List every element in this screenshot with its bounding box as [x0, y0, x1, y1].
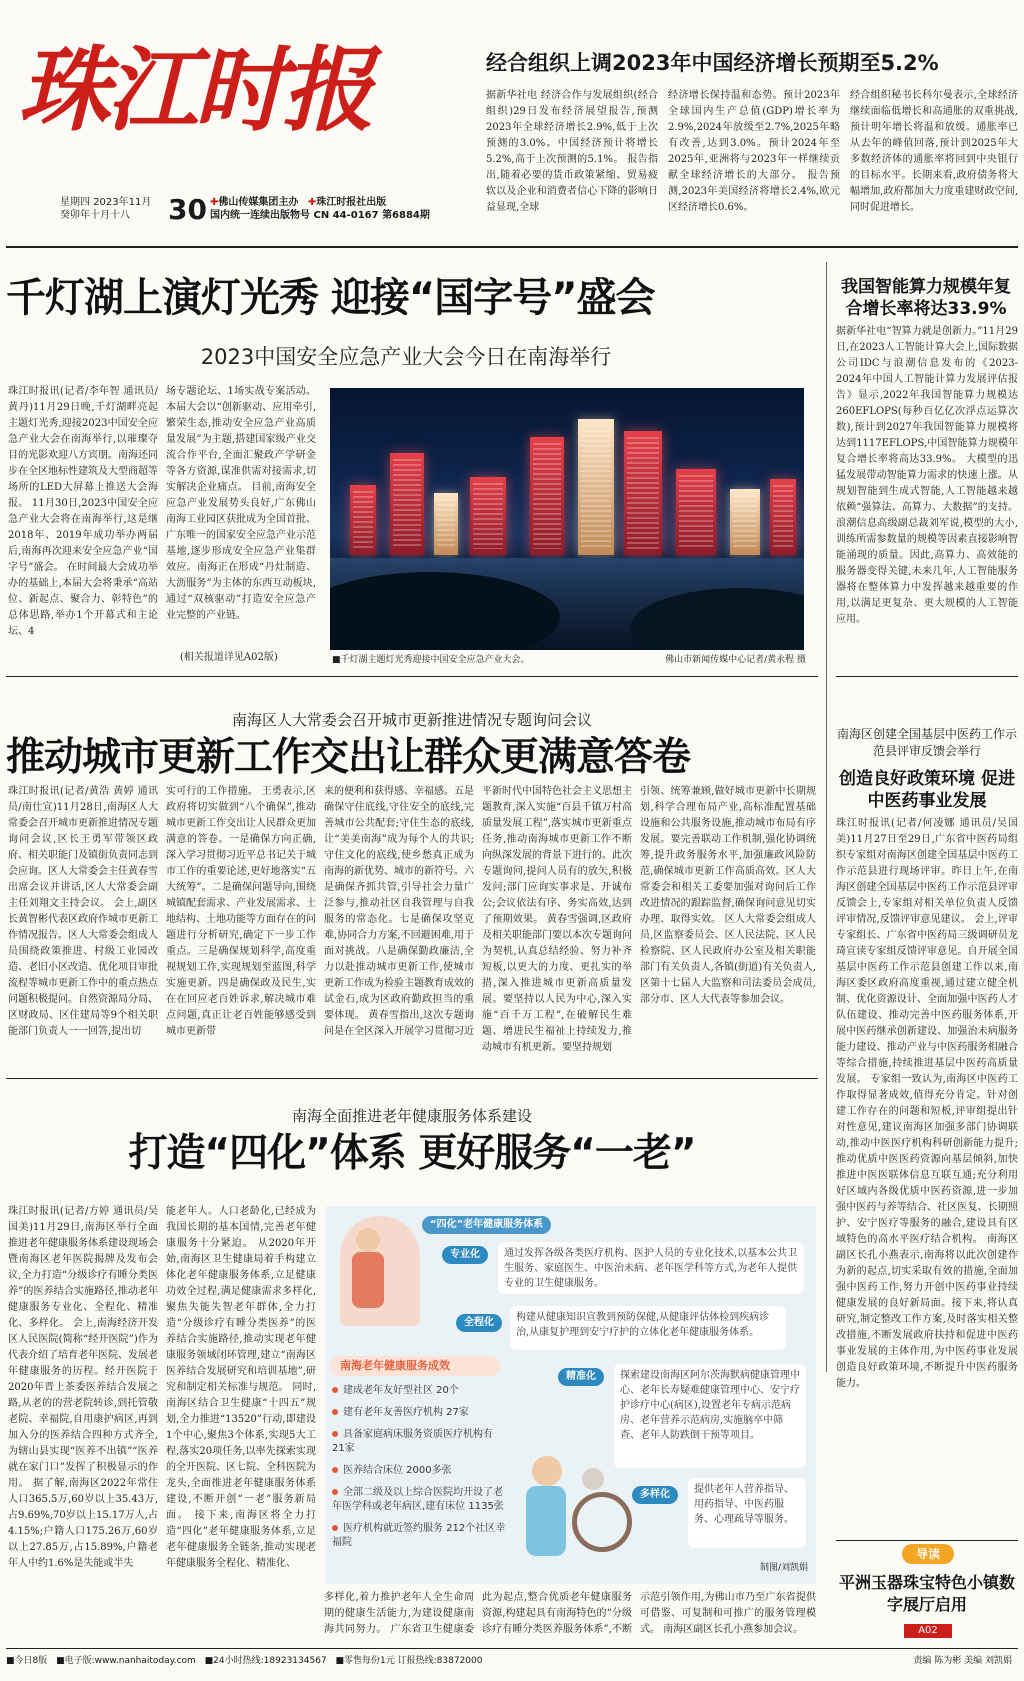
building-illumination: [578, 419, 614, 555]
nurse-figure: [526, 1486, 566, 1556]
achievements-list: [332, 1384, 508, 1560]
tag-specialized: 专业化: [442, 1246, 488, 1264]
issue-number: 第6884期: [382, 210, 430, 221]
masthead-publisher: [210, 196, 430, 222]
elderly-col2: 能老年人。人口老龄化,已经成为我国长期的基本国情,完善老年健康服务十分紧迫。 从2020年开始,南海区卫生健康局着手构建立体化老年健康服务体系,立足健康功效全过程,满足健康需求多样化,聚焦失能失智老年群体,全力打造“分级诊疗有睡分类医养”的医养结合实施路径,推动实现老年健康服务领域闭环管理,建立“南海区医养结合发展研究和培训基地”,研究和制定相关标准与规范。 同时,南海区结合卫生健康“十四五”规划,全力推进“13520”行动,即建设1个中心,聚焦3个体系,实现5大工程,落实20项任务,以率先探索实现的全开医院、区七院、全科医院为龙头,全面推进老年健康服务体系建设,不断开创“一老”服务新局面。 接下来,南海区将全力打造“四化”老年健康服务体系,立足老年健康服务全链条,推动实现老年健康服务全程化、精准化、: [166, 1206, 316, 1569]
caregiver-figure: [352, 1252, 384, 1308]
urban-col1: 珠江时报讯(记者/黄浩 黄婷 通讯员/南仕宣)11月28日,南海区人大常委会召开城市更新推进情况专题询问会议,区长王勇军带领区政府、相关职能门及镇街负责同志到会应询。区人大常委会主任黄春雪出席会议并讲话,区人大常委会副主任刘翔文主持会议。 会上,副区长黄智彬代表区政府作城市更新工作情况报告。区人大常委会组成人员围绕政策推进、村级工业园改造、老旧小区改造、优化项目审批流程等城市更新工作中的重点热点问题积极提问。自然资源局分局、区财政局、区住建局等9个相关职能部门负责人一一回答,提出切: [8, 786, 158, 1037]
publisher-icon: ✚: [307, 197, 317, 208]
issue-date: 2023年11月: [93, 197, 152, 208]
urban-col2: 实可行的工作措施。 王勇表示,区政府将切实做到“八个确保”,推动城市更新工作交出让人民群众更加满意的答卷。一是确保方向正确,深入学习贯彻习近平总书记关于城市工作的重要论述,更好地落实“五大统筹”。二是确保问题导向,围绕城镇配套需求、产业发展需求、土地结构、土地功能等方面存在的问题进行分析研究,确定下一步工作重点。三是确保规划科学,高度重视规划工作,实现规划至蓝图,科学实施更新。四是确保政及民生,实在在回应老百姓诉求,解决城市难点问题,真正让老百姓能够感受到城市更新带: [166, 786, 316, 1037]
achievement-item: 建成老年友好型社区 20个: [332, 1384, 508, 1398]
achievement-item: 医疗机构就近签约服务 212个社区幸福院: [332, 1523, 506, 1548]
elderly-col5: 示范引领作用,为佛山市乃至广东省提供可借鉴、可复制和可推广的服务管理模式。 南海区副区长孔小燕参加会议。: [640, 1592, 816, 1635]
elderly-col1: 珠江时报讯(记者/方婷 通讯员/吴国美)11月29日,南海区举行全面推进老年健康服务体系建设现场会暨南海区老年医院揭牌及发布会议,全力打造“分级诊疗有睡分类医养”的医养结合实施路径,推动老年健康服务专业化、全程化、精准化、多样化。 会上,南海经济开发区人民医院(简称“经开医院”)作为代表介绍了培育老年医院、发展老年健康服务的历程。经开医院于2020年晋上茶委医养结合发展之路,从老的的营老院转诊,到托管敬老院、幸福院,自用康护病区,再到加入分的医养结合四种方式齐全,为辖山县实现“医养不出镇”“医养就在家门口”发挥了积极显示的作用。 据了解,南海区2022年常住人口365.5万,60岁以上35.43万,占9.69%,70岁以上15.17万人,占4.15%;户籍人口175.26万,60岁以上27.85万,占15.89%,户籍老年人中约1.6%是失能或半失: [8, 1206, 158, 1569]
building-illumination: [530, 437, 564, 555]
footer-hotline: ■24小时热线:18923134567: [204, 1656, 327, 1666]
sidebar-divider: [826, 262, 827, 1372]
section-divider: [6, 676, 818, 677]
achievement-item: 具备家庭病床服务资质医疗机构有 21家: [332, 1429, 493, 1454]
issn: CN 44-0167: [313, 210, 379, 221]
precise-text: 探索建设南海区阿尔茨海默病健康管理中心、老年长寿疑难健康管理中心、安宁疗护诊疗中心(病区),设置老年专病示范病房、老年营养示范病房,实施脑卒中筛查、老年人防跌倒干预等项目。: [614, 1364, 806, 1468]
achievement-item: 建有老年友善医疗机构 27家: [332, 1406, 508, 1420]
top-news-col1: 据新华社电 经济合作与发展组织(经合组织)29日发布经济展望报告,预测2023年全球经济增长2.9%,低于上次预测的3.0%。中国经济预计将增长5.2%,高于上次预测的5.1%。 报告指出,随着必要的货币政策紧缩、贸易疲软以及企业和消费者信心下降的影响日益显现,全球: [486, 90, 658, 213]
top-news-col2: 经济增长保持温和态势。预计2023年全球国内生产总值(GDP)增长率为2.9%,2024年放缓至2.7%,2025年略有改善,达到3.0%。预计2024年至2025年,亚洲将与2023年一样继续贡献全球经济增长的大部分。 报告预测,2023年美国经济将增长2.4%,欧元区经济增长0.6%。: [668, 90, 840, 213]
lead-headline: 千灯湖上演灯光秀 迎接“国字号”盛会: [6, 275, 655, 321]
guide-page-link[interactable]: A02: [904, 1624, 952, 1638]
building-illumination: [470, 477, 506, 555]
urban-col4: 平新时代中国特色社会主义思想主题教育,深入实施“百县千镇万村高质量发展工程”,落实城市更新重点任务,推动南海城市更新工作不断向纵深发展的背景下进行的。此次专题询问,提问人员有的放矢,积极发问;部门应询实事求是、开诚布公;会议依法有序、务实高效,达到了预期效果。 黄春雪强调,区政府及相关职能部门要以本次专题询问为契机,认真总结经验、努力补齐短板,以更大的力度、更扎实的举措,深入推进城市更新高质量发展。要坚持以人民为中心,深入实施“百千万工程”,在破解民生难题、增进民生福祉上持续发力,推动城市有机更新。要坚持规划: [482, 786, 632, 1053]
tag-diversified: 多样化: [632, 1486, 678, 1504]
photo-credit: 佛山市新闻传媒中心记者/黄永程 摄: [665, 655, 806, 665]
building-illumination: [390, 453, 424, 555]
infographic-title: “四化”老年健康服务体系: [422, 1216, 551, 1234]
lead-see-also: (相关报道详见A02版): [180, 652, 278, 663]
sidebar-divider-2: [836, 676, 1018, 677]
masthead-weekday-date: [60, 196, 151, 222]
elderly-headline: 打造“四化”体系 更好服务“一老”: [128, 1131, 696, 1176]
building-illumination: [730, 489, 760, 555]
sponsor: 佛山传媒集团主办: [218, 197, 299, 208]
footer: [6, 1654, 1018, 1670]
section-divider-2: [6, 1078, 818, 1079]
guide-label: 导读: [902, 1544, 954, 1564]
lunar-date: 癸卯年十月十八: [60, 210, 130, 221]
elderly-kicker: 南海全面推进老年健康服务体系建设: [291, 1107, 532, 1125]
wheelchair-icon: [572, 1492, 632, 1552]
elderly-col4: 此为起点,整合优质老年健康服务资源,构建起具有南海特色的“分级诊疗有睡分类医养服务体系”,不断: [482, 1592, 632, 1635]
sidebar-tcm-headline: 创造良好政策环境 促进中医药事业发展: [839, 769, 1015, 811]
weekday: 星期四: [60, 197, 90, 208]
publisher: 珠江时报社出版: [316, 197, 387, 208]
elderly-col3: 多样化,着力推护老年人全生命周期的健康生活能力,为建设健康南海共同努力。 广东省卫生健康委: [324, 1592, 474, 1635]
urban-kicker: 南海区人大常委会召开城市更新推进情况专题询问会议: [231, 711, 592, 729]
top-news-col3: 经合组织秘书长科尔曼表示,全球经济继续面临低增长和高通胀的双重挑战,预计明年增长将温和放缓。通胀率已从去年的峰值回落,预计到2025年大多数经济体的通胀率将回到中央银行的目标水平。长期来看,政府债务将大幅增加,政府都加大力度重建财政空间,同时促进增长。: [850, 90, 1018, 213]
guide-divider: [836, 1540, 1018, 1541]
photo-caption: ■千灯湖主题灯光秀迎接中国安全应急产业大会。: [332, 655, 530, 665]
building-illumination: [350, 485, 376, 555]
specialized-text: 通过发挥各级各类医疗机构、医护人员的专业化技术,以基本公共卫生服务、家庭医生、中医治未病、老年医学科等方式,为老年人提供专业的卫生健康服务。: [498, 1242, 804, 1294]
caregiver-figure: [356, 1228, 380, 1252]
masthead-divider: [6, 246, 1018, 248]
footer-divider: [6, 1648, 1018, 1649]
building-illumination: [434, 493, 458, 555]
top-news-headline: 经合组织上调2023年中国经济增长预期至5.2%: [486, 51, 939, 75]
diversified-text: 提供老年人营养指导、用药指导、中医药服务、心理疏导等服务。: [688, 1478, 806, 1548]
achievement-item: 全部二级及以上综合医院均开设了老年医学科或老年病区,建有床位 1135张: [332, 1487, 504, 1512]
sidebar-tcm-kicker: 南海区创建全国基层中医药工作示范县评审反馈会举行: [836, 727, 1017, 758]
footer-price: ■零售每份1元 订报热线:83872000: [335, 1656, 483, 1666]
infographic-credit: 制图/刘凯娟: [759, 1563, 808, 1573]
lead-col2: 场专题论坛、1场实战专案活动。 本届大会以“创新驱动、应用牵引,繁荣生态,推动安全应急产业高质量发展”为主题,搭建国家级产业交流合作平台,全面汇聚政产学研金等各方资源,谋准供需对接需求,切实解决企业痛点。 目前,南海安全应急产业发展势头良好,广东佛山南海工业园区获批成为全国首批、广东唯一的国家安全应急产业示范基地,逐步形成安全应急产业集群效应。南海正在形成“丹灶制造、大沥服务”为主体的东西互动板块,通过“双核驱动”打造安全应急产业完整的产业链。: [166, 386, 316, 621]
sidebar-ai-body: 据新华社电“智算力就是创新力。”11月29日,在2023人工智能计算大会上,国际数据公司IDC与浪潮信息发布的《2023-2024年中国人工智能计算力发展评估报告》显示,2022年我国智能算力规模达260EFLOPS(每秒百亿亿次浮点运算次数),预计到2027年我国智能算力规模将达到1117EFLOPS,中国智能算力规模年复合增长率将高达33.9%。 大模型的迅猛发展带动智能算力需求的快速上涨。从规划智能到生成式智能,人工智能越来越依赖“强算法、高算力、大数据”的支持。 浪潮信息高级副总裁刘军说,模型的大小,训练所需参数量的规模等因素直接影响智能涌现的质量。因此,高算力、高效能的服务器变得关键,未来几年,人工智能服务器将在整体算力中发挥越来越重要的作用,以满足更复杂、更大规模的人工智能应用。: [836, 326, 1018, 625]
footer-website[interactable]: ■电子版:www.nanhaitoday.com: [56, 1656, 196, 1666]
sidebar-ai-headline: 我国智能算力规模年复合增长率将达33.9%: [841, 277, 1011, 319]
light-show-photo: [330, 388, 804, 650]
tag-full-process: 全程化: [456, 1314, 502, 1332]
footer-pages: ■今日8版: [6, 1656, 48, 1666]
footer-editor: 责编 陈为彬 美编 刘凯娟: [913, 1656, 1012, 1666]
urban-headline: 推动城市更新工作交出让群众更满意答卷: [6, 735, 691, 780]
urban-col3: 来的便利和获得感、幸福感。五是确保守住底线,守住安全的底线,完善城市公共配套;守住生态的底线,让“美美南海”成为每个人的共识;守住文化的底线,使乡愁真正成为南海的新优势、城市的新符号。六是确保齐抓共管,引导社会力量广泛参与,推动社区自我管理与自我服务的常态化。七是确保攻坚克难,协同合力方案,不回避困难,用于面对挑战。八是确保勤政廉洁,全力以赴推动城市更新工作,使城市更新工作成为检验主题教育成效的试金石,成为区政府勤政担当的重要体现。 黄春雪指出,这次专题询问是在全区深入开展学习贯彻习近: [324, 786, 474, 1037]
building-illumination: [676, 469, 716, 555]
nurse-figure: [532, 1456, 562, 1486]
building-illumination: [624, 431, 662, 555]
building-illumination: [770, 479, 796, 555]
lead-subhead: 2023中国安全应急产业大会今日在南海举行: [200, 345, 612, 369]
issue-day: 30: [168, 193, 207, 226]
urban-col5: 引领、统筹兼顾,做好城市更新中长期规划,科学合理布局产业,高标准配置基础设施和公共服务设施,推动城市布局有序发展。要完善联动工作机制,强化协调统筹,提升政务服务水平,加强廉政风险防范,确保城市更新工作高质高效。区人大常委会和相关工委要加强对询问后工作改进情况的跟踪监督,确保询问意见切实办理、取得实效。 区人大常委会组成人员,区监察委员会、区人民法院、区人民检察院、区人民政府办公室及相关职能部门有关负责人,各镇(街道)有关负责人,区第十七届人大监察和司法委员会成员,部分市、区人大代表等参加会议。: [640, 786, 816, 1005]
full-process-text: 构建从健康知识宣教到预防保健,从健康评估体检到疾病诊治,从康复护理到安宁疗护的立体化老年健康服务体系。: [510, 1306, 786, 1350]
issn-label: 国内统一连续出版物号: [210, 210, 310, 221]
achievements-title: 南海老年健康服务成效: [340, 1359, 450, 1372]
elder-figure: [582, 1468, 604, 1490]
elderly-infographic: [326, 1206, 816, 1584]
masthead-logo: 珠江时报: [18, 36, 371, 144]
sponsor-icon: ✚: [210, 197, 219, 208]
lead-col1: 珠江时报讯(记者/李年智 通讯员/黄丹)11月29日晚,千灯湖畔亮起主题灯光秀,迎接2023中国安全应急产业大会在南海举行,以璀璨夺目的光影欢迎八方宾朋。南海还同步在全区地标性建筑及大型商超等场所的LED大屏幕上推送大会海报。 11月30日,2023中国安全应急产业大会将在南海举行,这是继2018年、2019年成功举办两届后,南海再次迎来安全应急产业“国字号”盛会。 在时间最大会成功举办的基础上,本届大会将秉承“高站位、新起点、聚合力、彰特色”的总体思路,举办1个开幕式和主论坛、4: [8, 386, 158, 637]
guide-headline[interactable]: 平洲玉器珠宝特色小镇数字展厅启用: [838, 1573, 1015, 1614]
achievement-item: 医养结合床位 2000多张: [332, 1464, 508, 1478]
tag-precise: 精准化: [558, 1368, 604, 1386]
sidebar-tcm-body: 珠江时报讯(记者/何凌娜 通讯员/吴国美)11月27日至29日,广东省中医药局组织专家组对南海区创建全国基层中医药工作示范县进行现场评审。昨日上午,在南海区创建全国基层中医药工作示范县评审反馈会上,专家组对相关单位负责人反馈评审情况,反馈评审意见建议。 会上,评审专家组长、广东省中医药局三级调研员龙琦宣读专家组反馈评审意见。自开展全国基层中医药工作示范县创建工作以来,南海区委区政府高度重视,通过建立健全机制、优化资源设计、全面加强中医药人才队伍建设、推动完善中医药服务体系,开展中医药继承创新建设、加强治未病服务能力建设、推动产业与中医药服务相融合等综合措施,持续推进基层中医药高质量发展。 专家组一致认为,南海区中医药工作取得显著成效,值得充分肯定。针对创建工作存在的问题和短板,评审组提出针对性意见,建议南海区加强多部门协调联动,推动中医医疗机构科研创新能力提升;推动优质中医医药资源向基层倾斜,加快推进中医医联体信息互联互通;充分利用好区域内各级优质中医药资源,进一步加强中医药与养等结合、社区医复、长期照护、安宁医疗等服务的融合,建设具有区域特色的高水平医疗结合机构。 南海区副区长孔小燕表示,南海将以此次创建作为新的起点,切实采取有效的措施,全面加强中医药工作,努力开创中医药事业持续健康发展的良好新局面。接下来,将认真研究,制定整改工作方案,及时落实相关整改措施,不断发展政府扶持和促进中医药事业发展的主体作用,为中医药事业发展创造良好政策环境,不断提升中医药服务能力。: [836, 818, 1018, 1389]
